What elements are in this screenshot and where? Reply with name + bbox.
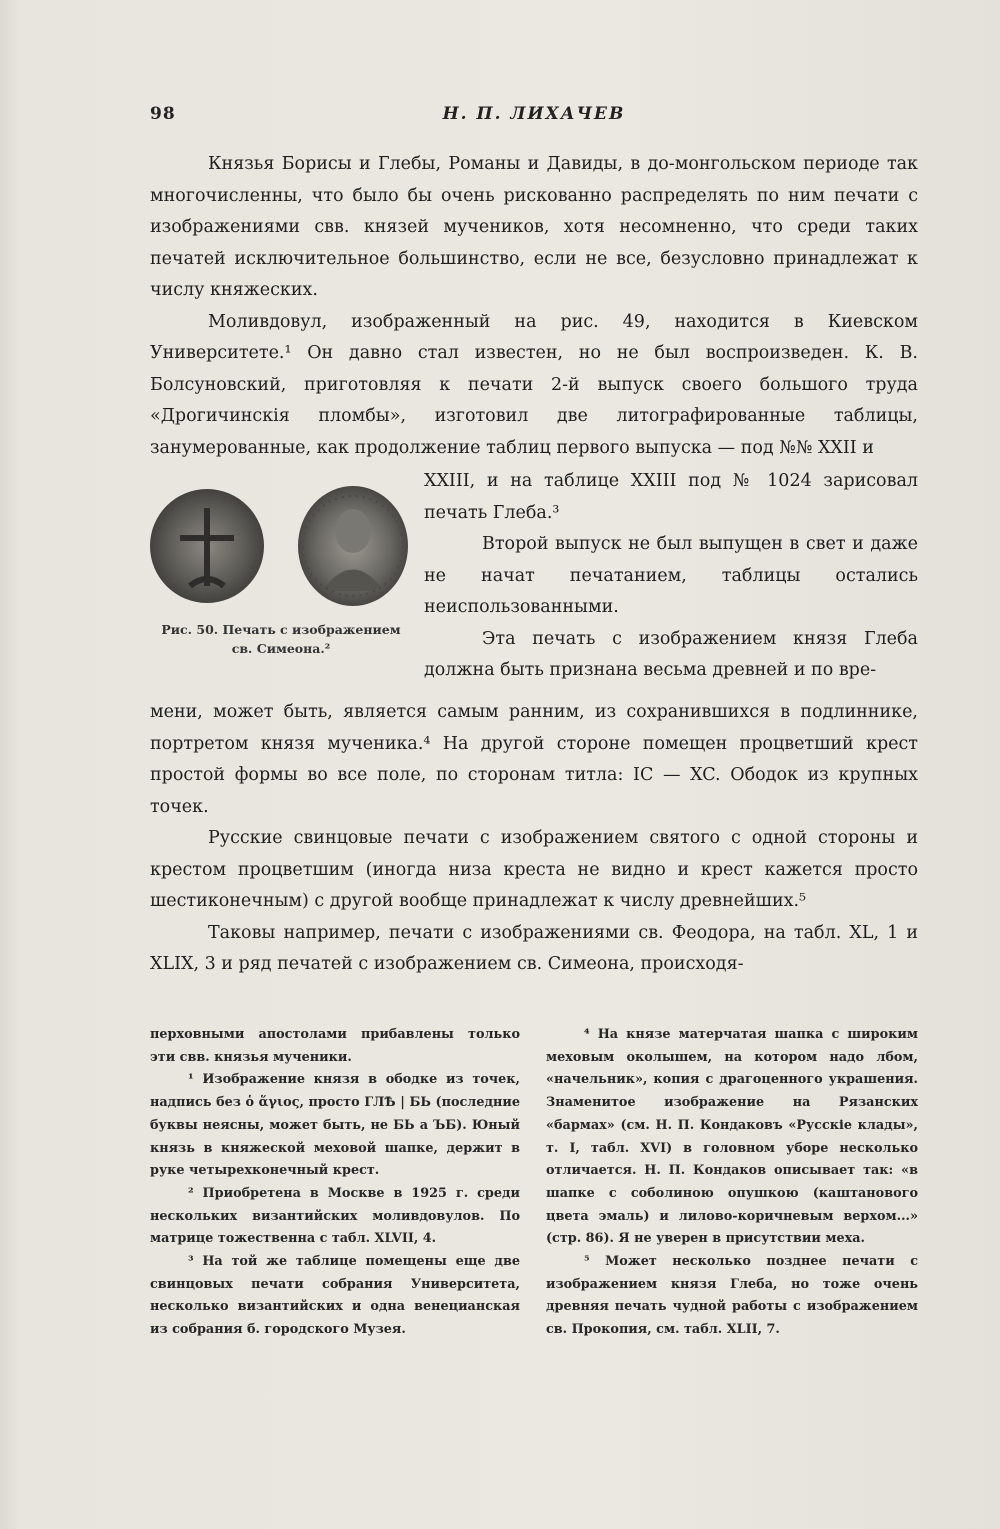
seal-image: [150, 486, 412, 616]
paragraph-2: Моливдовул, изображенный на рис. 49, находится в Киевском Университете.¹ Он давно стал известен, но не был воспроизведен. К. В. Болсуновский, приготовляя к печати 2-й выпуск своего большого труда «Дрогичинскія пломбы», изготовил две литографированные таблицы, занумерованные, как продолжение таблиц первого выпуска — под №№ XXII и: [150, 311, 918, 458]
text-block-beside-figure: [424, 466, 918, 687]
page-number: 98: [150, 104, 176, 124]
footnote-2: ² Приобретена в Москве в 1925 г. среди нескольких византийских моливдовулов. По матрице тожественна с табл. XLVII, 4.: [150, 1185, 520, 1247]
seal-obverse-cross: [150, 489, 264, 603]
paragraph-2-continuation: XXIII, и на таблице XXIII под № 1024 зарисовал печать Глеба.³: [424, 471, 918, 523]
text-block-bottom: [150, 697, 918, 981]
text-block-top: [150, 149, 918, 464]
paragraph-3: Второй выпуск не был выпущен в свет и даже не начат печатанием, таблицы остались неиспользованными.: [424, 534, 918, 617]
footnote-3: ³ На той же таблице помещены еще две свинцовых печати собрания Университета, несколько византийских и одна венецианская из собрания б. городского Музея.: [150, 1254, 520, 1338]
paragraph-1: Князья Борисы и Глебы, Романы и Давиды, в до-монгольском периоде так многочисленны, что было бы очень рискованно распределять по ним печати с изображениями свв. князей мучеников, хотя несомненно, что среди таких печатей исключительное большинство, если не все, безусловно принадлежат к числу княжеских.: [150, 154, 918, 300]
paragraph-4-continuation: мени, может быть, является самым ранним, из сохранившихся в подлиннике, портретом князя мученика.⁴ На другой стороне помещен процветший крест простой формы во все поле, по сторонам титла: IC — XC. Ободок из крупных точек.: [150, 702, 918, 817]
page-header: [150, 104, 918, 130]
figure-caption: Рис. 50. Печать с изображением св. Симеона.²: [161, 622, 401, 656]
paragraph-4-start: Эта печать с изображением князя Глеба должна быть признана весьма древней и по вре-: [424, 628, 918, 680]
footnote-5: ⁵ Может несколько позднее печати с изображением князя Глеба, но тоже очень древняя печать чудной работы с изображением св. Прокопия, см. табл. XLII, 7.: [546, 1254, 918, 1338]
footnotes-right-column: [546, 1024, 918, 1342]
footnote-4: ⁴ На князе матерчатая шапка с широким меховым околышем, на котором надо лбом, «начельник», копия с драгоценного украшения. Знаменитое изображение на Рязанских «бармах» (см. Н. П. Кондаковъ «Русскіе клады», т. I, табл. XVI) в головном уборе несколько отличается. Н. П. Кондаков описывает так: «в шапке с соболиною опушкою (каштанового цвета эмаль) и лилово-коричневым верхом...» (стр. 86). Я не уверен в присутствии меха.: [546, 1027, 918, 1247]
figure-seal: [150, 486, 412, 666]
paragraph-5: Русские свинцовые печати с изображением святого с одной стороны и крестом процветшим (иногда низа креста не видно и крест кажется просто шестиконечным) с другой вообще принадлежат к числу древнейших.⁵: [150, 828, 918, 911]
paragraph-6: Таковы например, печати с изображениями св. Феодора, на табл. XL, 1 и XLIX, 3 и ряд печатей с изображением св. Симеона, происходя-: [150, 922, 918, 974]
running-head: Н. П. ЛИХАЧЕВ: [442, 104, 626, 124]
footnotes-left-column: [150, 1024, 520, 1342]
seal-reverse-saint: [298, 486, 408, 606]
footnote-1: ¹ Изображение князя в ободке из точек, надпись без ὁ ἅγιος, просто ГЛѢ | БЬ (последние буквы неясны, может быть, не БЬ а ЪБ). Юный князь в княжеской меховой шапке, держит в руке четырехконечный крест.: [150, 1072, 520, 1179]
footnote-continuation: перховными апостолами прибавлены только эти свв. князья мученики.: [150, 1027, 520, 1065]
